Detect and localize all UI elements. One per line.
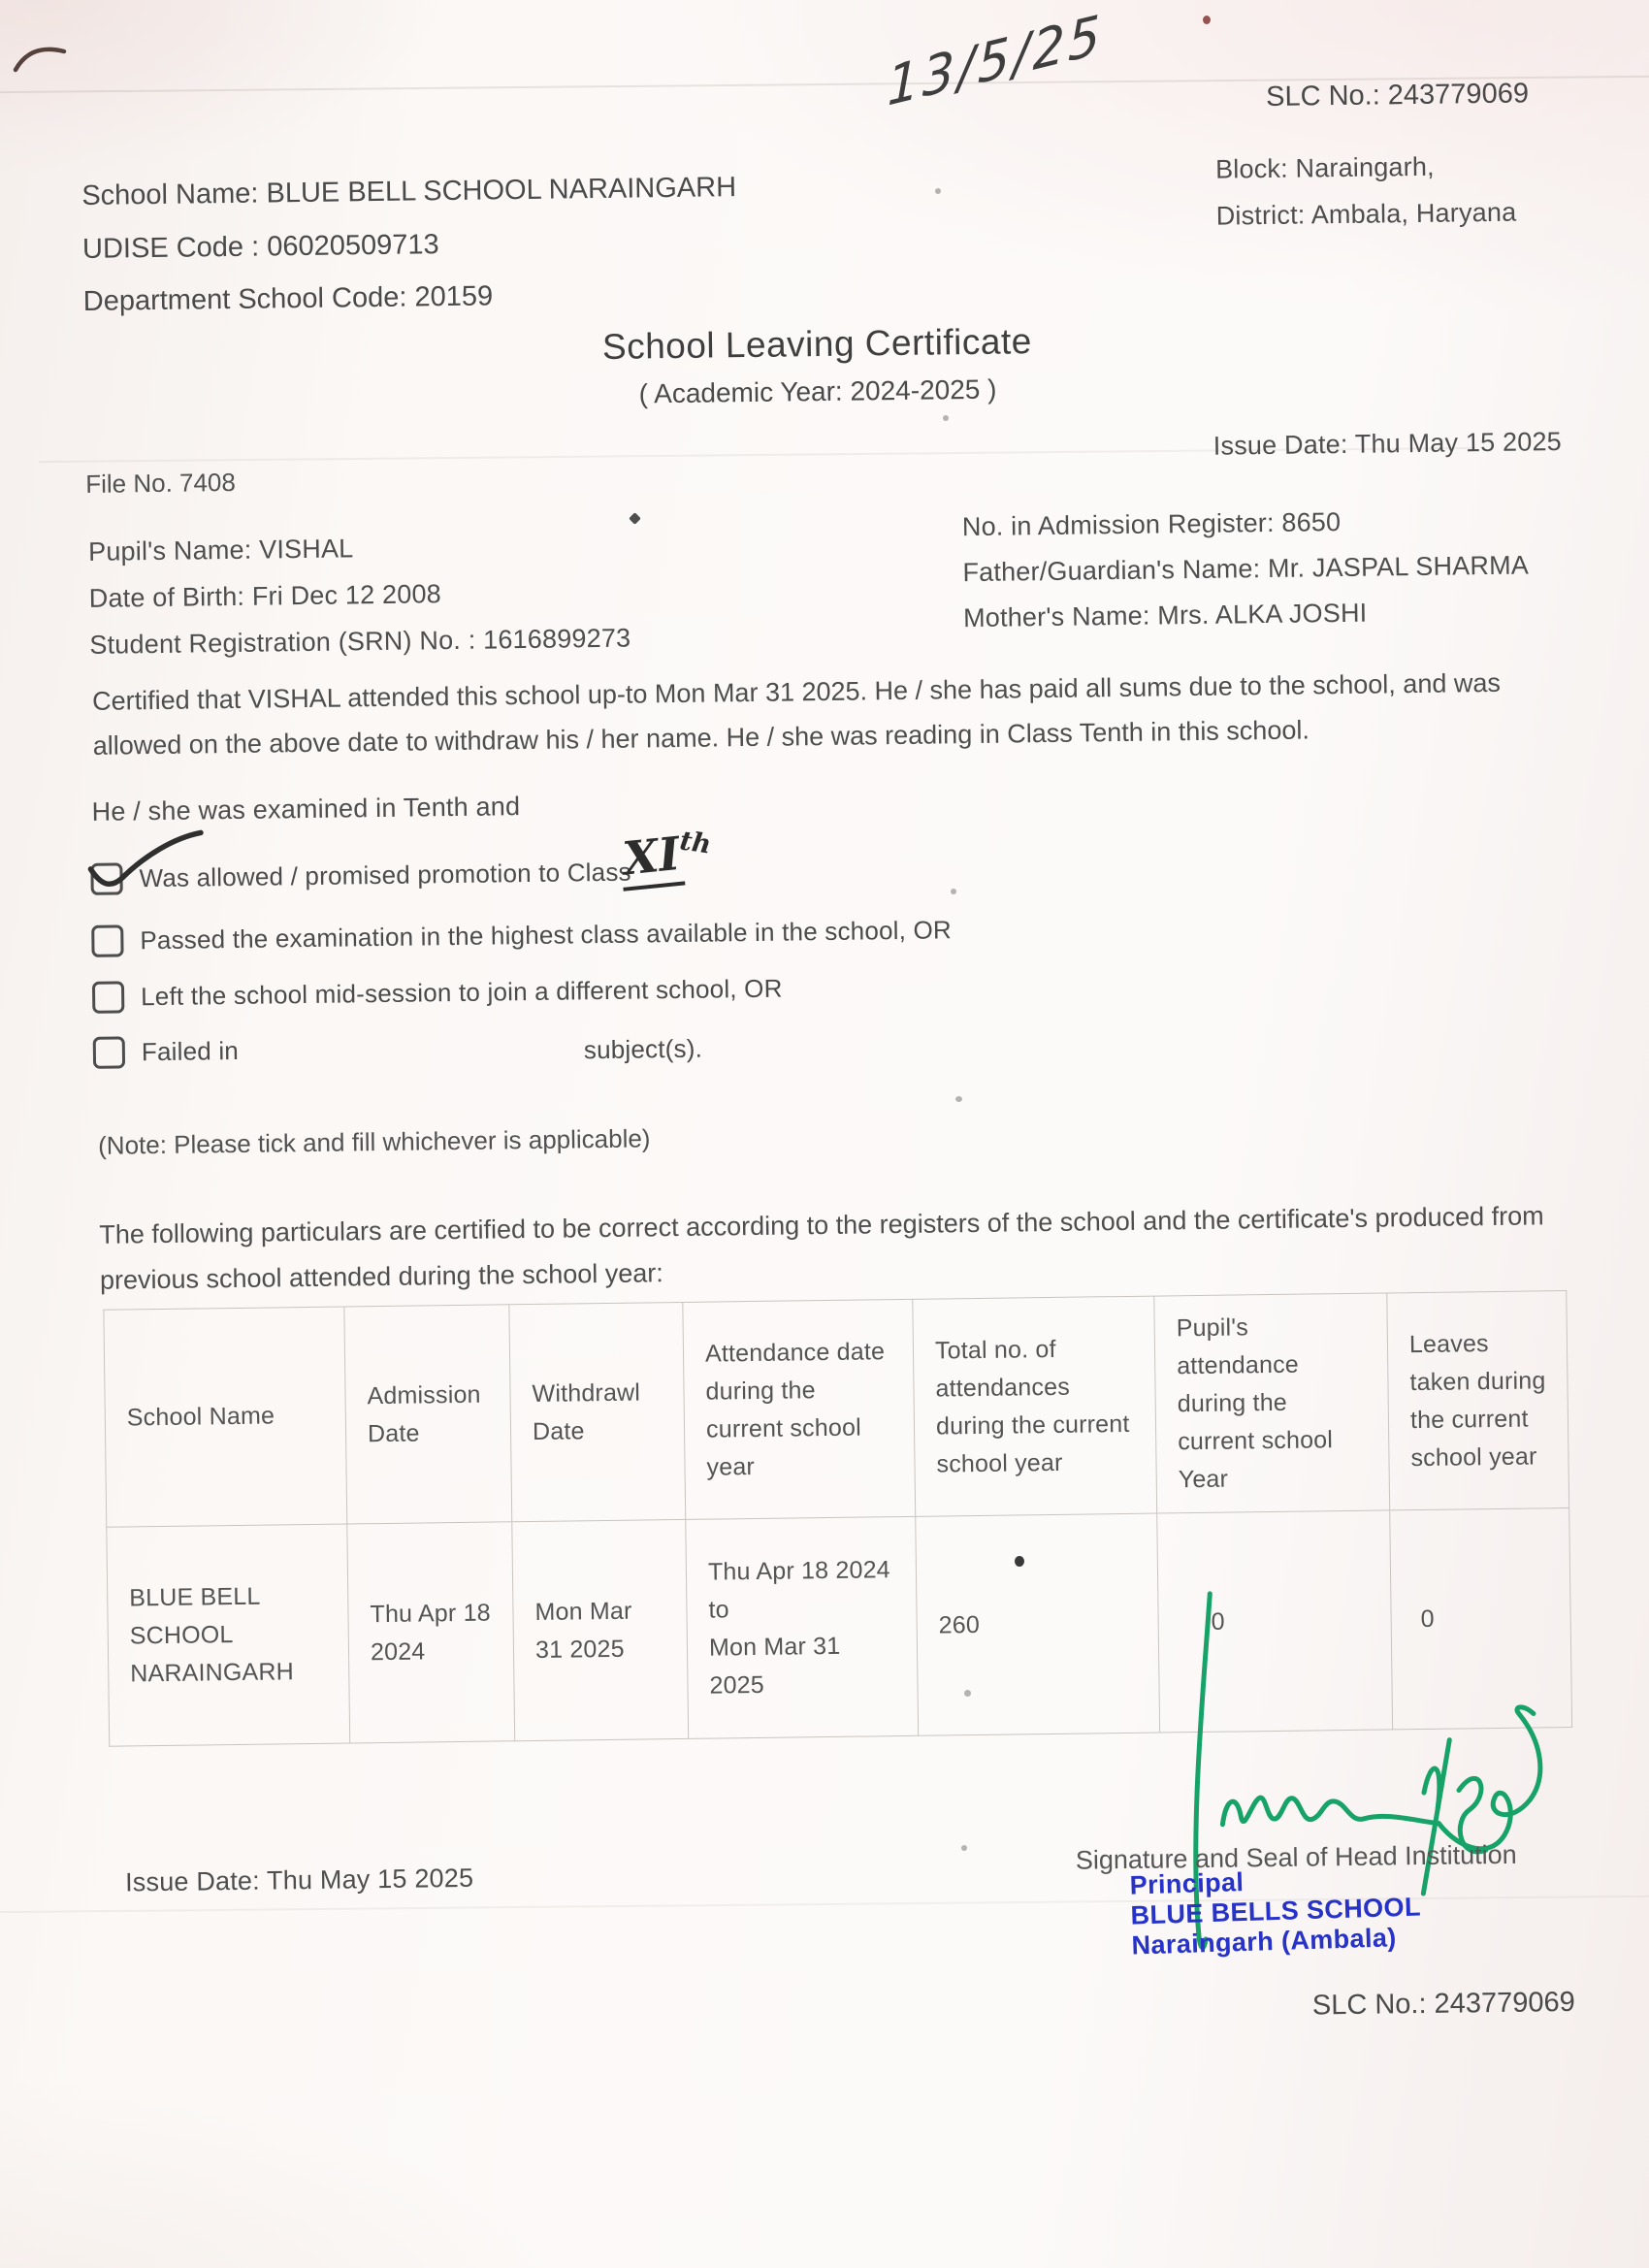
handwritten-date: 13/5/25	[887, 2, 1104, 119]
header-leaves-taken: Leaves taken during the current school year	[1387, 1291, 1569, 1510]
father-name-line: Father/Guardian's Name: Mr. JASPAL SHARMA	[962, 550, 1530, 588]
district-value: District: Ambala, Haryana	[1215, 197, 1517, 231]
note-line: (Note: Please tick and fill whichever is applicable)	[97, 1123, 651, 1160]
pupil-name-line: Pupil's Name: VISHAL	[87, 534, 354, 567]
header-attendance-date: Attendance date during the current school year	[683, 1299, 916, 1519]
block-value: Block: Naraingarh,	[1214, 151, 1435, 184]
checkbox-passed	[91, 924, 123, 956]
table-header-row	[104, 1291, 1569, 1528]
checkbox-left-school-label: Left the school mid-session to join a different school, OR	[140, 973, 783, 1012]
cell-total-attendances: 260	[916, 1513, 1160, 1735]
file-number: File No. 7408	[85, 467, 237, 499]
handwritten-tick-mark	[79, 826, 211, 898]
header-school-name: School Name	[104, 1307, 347, 1527]
checkbox-failed-label: Failed in	[141, 1035, 240, 1067]
stamp-line-school: BLUE BELLS SCHOOL	[1130, 1892, 1422, 1930]
checkbox-passed-label: Passed the examination in the highest class available in the school, OR	[140, 915, 953, 956]
certificate-title: School Leaving Certificate	[601, 321, 1033, 367]
cell-leaves-taken: 0	[1390, 1508, 1572, 1730]
particulars-intro: The following particulars are certified to be correct according to the registers of the school and the certificate's produced from previous school attended during the school year:	[99, 1201, 1544, 1295]
header-admission-date: Admission Date	[344, 1305, 512, 1524]
cell-admission-date: Thu Apr 18 2024	[347, 1522, 515, 1743]
admission-register-line: No. in Admission Register: 8650	[961, 507, 1342, 542]
cell-withdrawl-date: Mon Mar 31 2025	[512, 1519, 689, 1740]
failed-subjects-suffix: subject(s).	[583, 1033, 703, 1065]
department-school-code-line: Department School Code: 20159	[82, 280, 494, 317]
udise-code-line: UDISE Code : 06020509713	[81, 229, 439, 265]
stamp-line-title: Principal	[1129, 1866, 1245, 1900]
stamp-line-place: Naraingarh (Ambala)	[1131, 1923, 1398, 1960]
checkbox-promotion-label: Was allowed / promised promotion to Class	[139, 857, 631, 893]
header-pupil-attendance: Pupil's attendance during the current school Year	[1154, 1293, 1390, 1513]
examined-line: He / she was examined in Tenth and	[91, 792, 521, 826]
date-of-birth-line: Date of Birth: Fri Dec 12 2008	[88, 579, 442, 613]
slc-number-top: SLC No.: 243779069	[1265, 78, 1530, 113]
checkbox-failed	[93, 1036, 125, 1068]
header-withdrawl-date: Withdrawl Date	[509, 1302, 686, 1521]
cell-attendance-range: Thu Apr 18 2024 to Mon Mar 31 2025	[686, 1516, 919, 1738]
principal-stamp	[1129, 1862, 1422, 1960]
checkbox-row-left-school	[92, 973, 783, 1014]
issue-date-bottom: Issue Date: Thu May 15 2025	[124, 1863, 474, 1897]
handwritten-class-suffix: th	[678, 825, 714, 860]
school-name-line: School Name: BLUE BELL SCHOOL NARAINGARH	[81, 172, 737, 211]
cell-school-name: BLUE BELL SCHOOL NARAINGARH	[107, 1524, 350, 1746]
handwritten-class-roman: XI	[618, 827, 686, 891]
handwritten-class-value	[618, 824, 717, 886]
certification-paragraph: Certified that VISHAL attended this school up-to Mon Mar 31 2025. He / she has paid all sums due to the school, and was allowed on the above date to withdraw his / her name. He / she was reading in Class Tenth in this school.	[91, 667, 1502, 761]
academic-year-subtitle: ( Academic Year: 2024-2025 )	[638, 373, 997, 409]
signature-caption: Signature and Seal of Head Institution	[1075, 1839, 1517, 1875]
cell-pupil-attendance: 0	[1157, 1510, 1393, 1733]
mother-name-line: Mother's Name: Mrs. ALKA JOSHI	[962, 598, 1368, 633]
issue-date-top: Issue Date: Thu May 15 2025	[1212, 427, 1563, 461]
srn-line: Student Registration (SRN) No. : 1616899273	[89, 623, 631, 660]
slc-number-bottom: SLC No.: 243779069	[1311, 1986, 1575, 2022]
header-total-attendances: Total no. of attendances during the current school year	[913, 1296, 1157, 1516]
checkbox-left-school	[92, 981, 124, 1013]
checkbox-row-failed	[93, 1035, 239, 1069]
checkbox-row-passed	[91, 914, 952, 957]
